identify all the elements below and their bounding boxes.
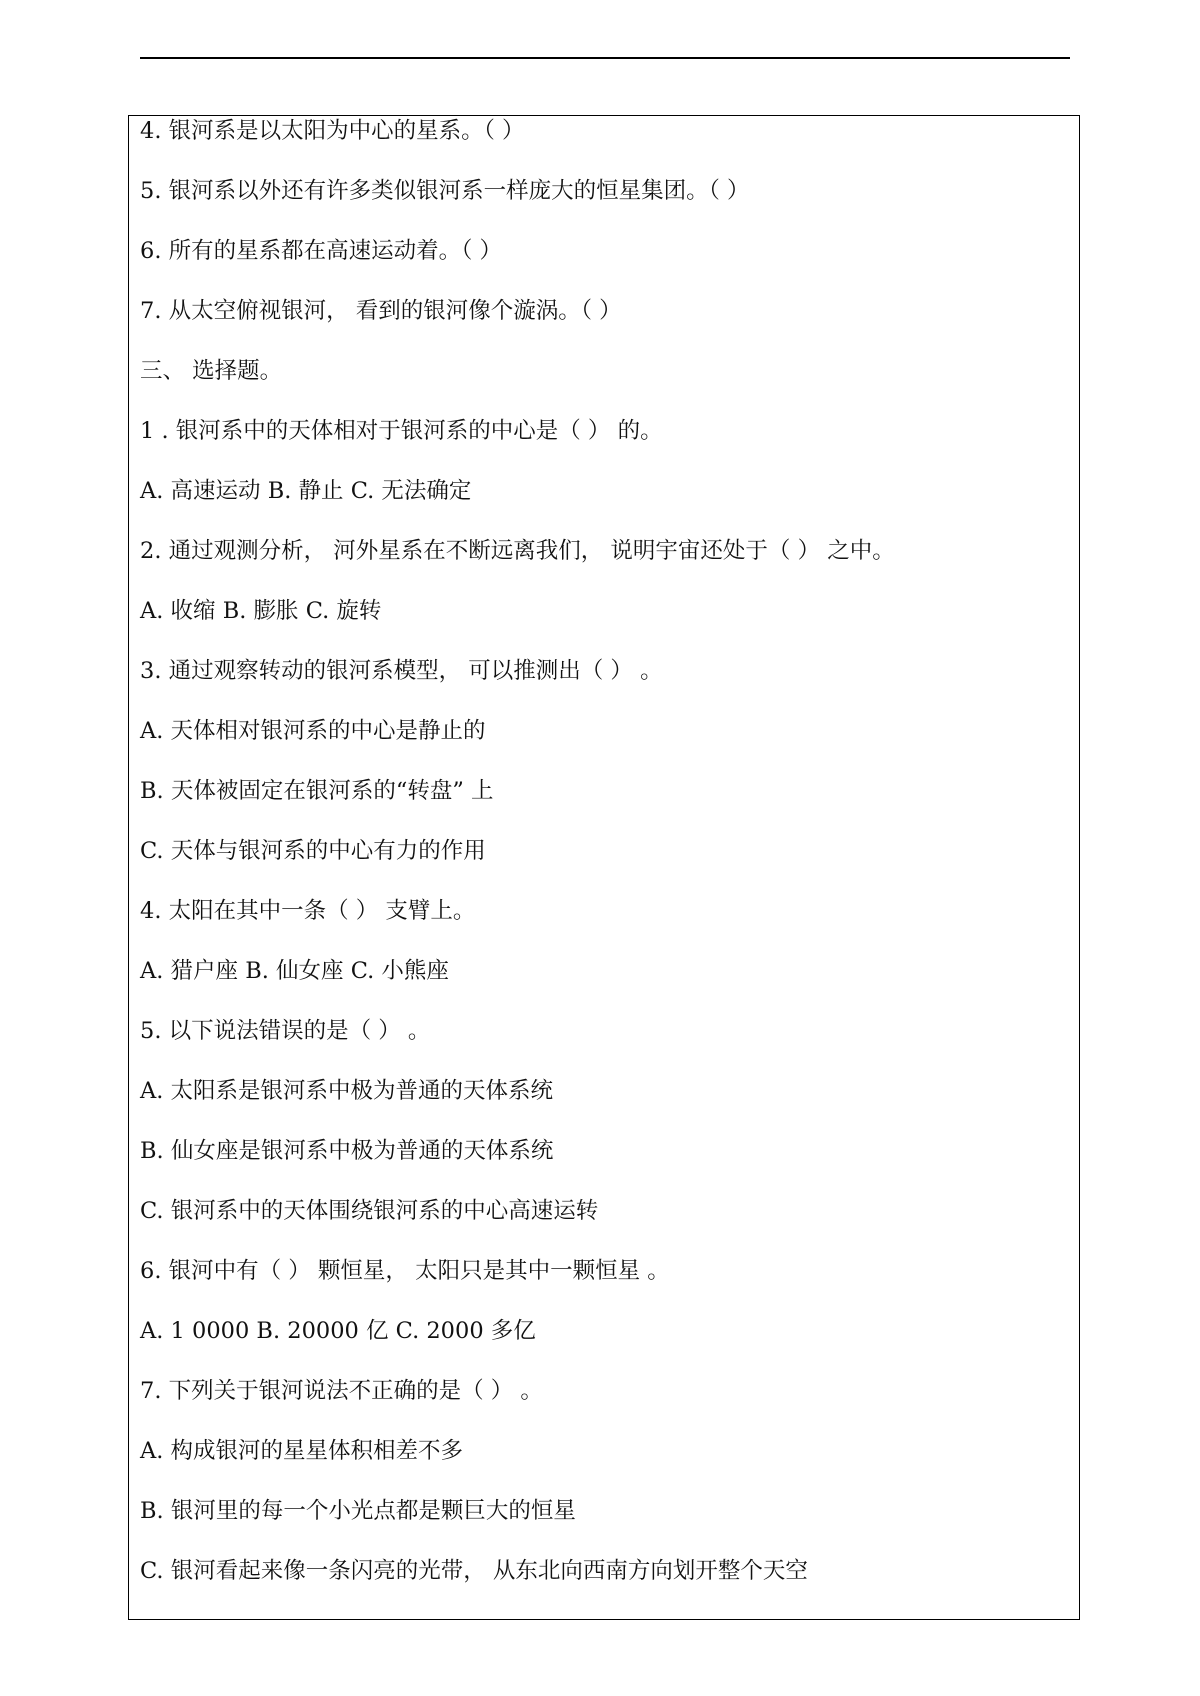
mc-q1-options: A. 高速运动 B. 静止 C. 无法确定 (140, 478, 472, 504)
mc-q4: 4. 太阳在其中一条（ ） 支臂上。 (140, 898, 476, 924)
tf-item-5: 5. 银河系以外还有许多类似银河系一样庞大的恒星集团。（ ） (140, 178, 750, 204)
mc-q7-option-c: C. 银河看起来像一条闪亮的光带， 从东北向西南方向划开整个天空 (140, 1558, 808, 1584)
tf-item-6: 6. 所有的星系都在高速运动着。（ ） (140, 238, 503, 264)
mc-q6: 6. 银河中有（ ） 颗恒星， 太阳只是其中一颗恒星 。 (140, 1258, 670, 1284)
mc-q2: 2. 通过观测分析， 河外星系在不断远离我们， 说明宇宙还处于（ ） 之中。 (140, 538, 895, 564)
mc-q7: 7. 下列关于银河说法不正确的是（ ） 。 (140, 1378, 543, 1404)
mc-q3-option-b: B. 天体被固定在银河系的“转盘” 上 (140, 778, 494, 804)
mc-q5-option-a: A. 太阳系是银河系中极为普通的天体系统 (140, 1078, 554, 1104)
mc-q5-option-c: C. 银河系中的天体围绕银河系的中心高速运转 (140, 1198, 599, 1224)
mc-q4-options: A. 猎户座 B. 仙女座 C. 小熊座 (140, 958, 449, 984)
mc-q3-option-c: C. 天体与银河系的中心有力的作用 (140, 838, 486, 864)
tf-item-4: 4. 银河系是以太阳为中心的星系。（ ） (140, 118, 525, 144)
tf-item-7: 7. 从太空俯视银河， 看到的银河像个漩涡。（ ） (140, 298, 622, 324)
mc-q2-options: A. 收缩 B. 膨胀 C. 旋转 (140, 598, 382, 624)
mc-q3: 3. 通过观察转动的银河系模型， 可以推测出（ ） 。 (140, 658, 663, 684)
mc-q5-option-b: B. 仙女座是银河系中极为普通的天体系统 (140, 1138, 554, 1164)
mc-q3-option-a: A. 天体相对银河系的中心是静止的 (140, 718, 486, 744)
section-heading-choice: 三、 选择题。 (140, 358, 283, 384)
mc-q7-option-a: A. 构成银河的星星体积相差不多 (140, 1438, 464, 1464)
mc-q5: 5. 以下说法错误的是（ ） 。 (140, 1018, 431, 1044)
mc-q7-option-b: B. 银河里的每一个小光点都是颗巨大的恒星 (140, 1498, 576, 1524)
question-lines (129, 116, 1079, 1619)
question-box (128, 115, 1080, 1620)
header-rule (140, 57, 1070, 59)
mc-q6-options: A. 1 0000 B. 20000 亿 C. 2000 多亿 (140, 1318, 536, 1344)
mc-q1: 1 . 银河系中的天体相对于银河系的中心是（ ） 的。 (140, 418, 663, 444)
